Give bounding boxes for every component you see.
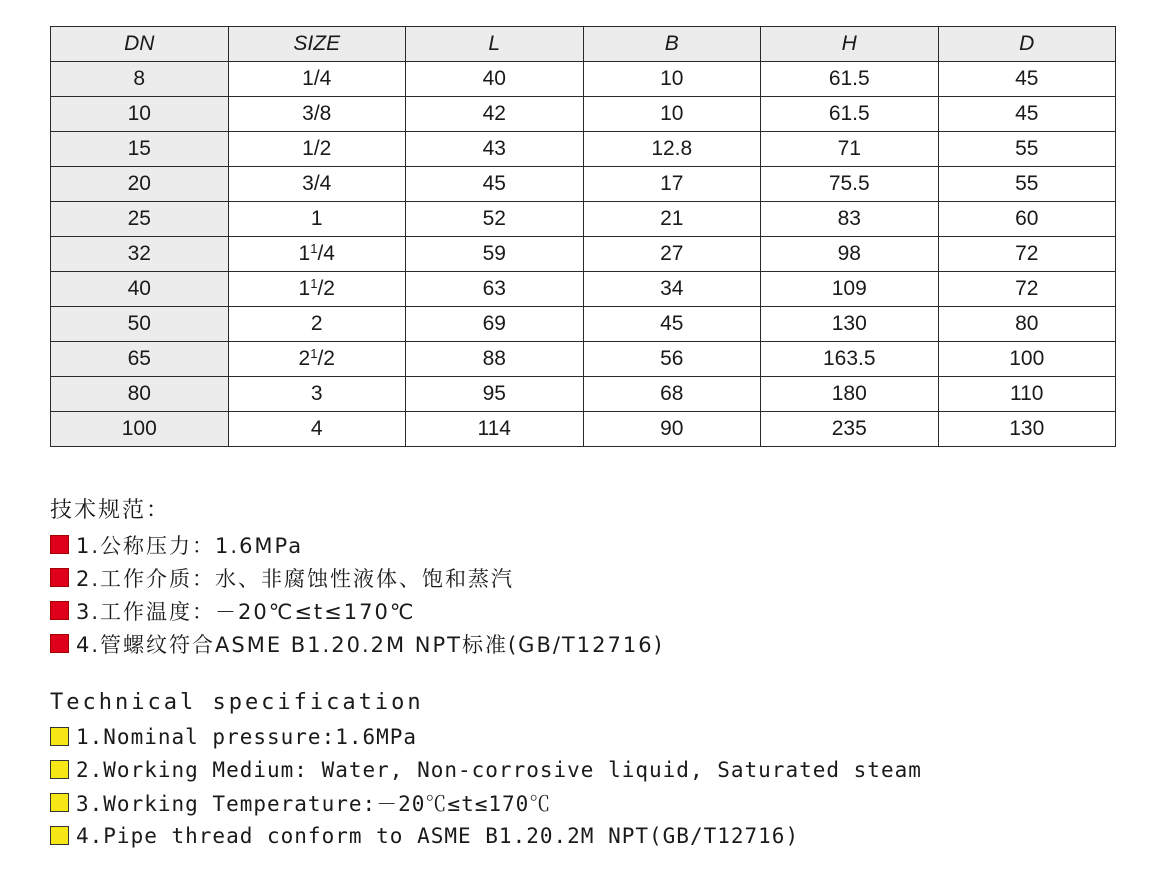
- column-header-b: B: [583, 27, 761, 62]
- table-cell-dn: 65: [51, 342, 229, 377]
- table-cell-l: 42: [406, 97, 584, 132]
- table-cell-b: 10: [583, 97, 761, 132]
- table-row: [51, 272, 1116, 307]
- table-cell-dn: 32: [51, 237, 229, 272]
- table-row: [51, 167, 1116, 202]
- spec-item: [50, 594, 664, 627]
- table-row: [51, 237, 1116, 272]
- table-cell-l: 63: [406, 272, 584, 307]
- spec-item-text: 4.Pipe thread conform to ASME B1.20.2M NPT(GB/T12716): [76, 823, 800, 848]
- size-fraction-rest: /2: [317, 347, 335, 370]
- table-cell-d: 55: [938, 132, 1116, 167]
- table-cell-d: 130: [938, 412, 1116, 447]
- table-cell-l: 52: [406, 202, 584, 237]
- size-whole: 1: [298, 277, 311, 300]
- size-whole: 2: [298, 347, 311, 370]
- table-cell-d: 100: [938, 342, 1116, 377]
- spec-heading-chinese: 技术规范：: [50, 498, 171, 523]
- spec-item: [50, 627, 664, 660]
- spec-item: [50, 819, 922, 852]
- size-fraction-rest: 2: [310, 312, 323, 335]
- spec-item: [50, 786, 922, 819]
- table-cell-size: [228, 132, 406, 167]
- table-cell-size: [228, 237, 406, 272]
- spec-item-text: 3.Working Temperature:－20℃≤t≤170℃: [76, 791, 552, 816]
- table-cell-b: 45: [583, 307, 761, 342]
- table-cell-d: 45: [938, 97, 1116, 132]
- yellow-square-bullet-icon: [50, 760, 69, 779]
- table-cell-h: 109: [761, 272, 939, 307]
- spec-item: [50, 528, 664, 561]
- spec-item: [50, 720, 922, 753]
- table-cell-b: 12.8: [583, 132, 761, 167]
- spec-item: [50, 561, 664, 594]
- table-cell-b: 90: [583, 412, 761, 447]
- red-square-bullet-icon: [50, 535, 69, 554]
- table-row: [51, 132, 1116, 167]
- size-whole: 1: [298, 242, 311, 265]
- table-cell-d: 110: [938, 377, 1116, 412]
- table-body: [51, 62, 1116, 447]
- spec-item-text: 1.公称压力：1.6MPa: [76, 533, 304, 558]
- red-square-bullet-icon: [50, 601, 69, 620]
- table-cell-h: 61.5: [761, 97, 939, 132]
- table-cell-dn: 40: [51, 272, 229, 307]
- spec-item-text: 3.工作温度：－20℃≤t≤170℃: [76, 599, 416, 624]
- table-cell-d: 45: [938, 62, 1116, 97]
- table-cell-dn: 100: [51, 412, 229, 447]
- table-cell-h: 163.5: [761, 342, 939, 377]
- table-cell-h: 235: [761, 412, 939, 447]
- column-header-size: SIZE: [228, 27, 406, 62]
- column-header-l: L: [406, 27, 584, 62]
- dimension-table: [50, 26, 1116, 447]
- table-cell-dn: 25: [51, 202, 229, 237]
- table-cell-size: [228, 412, 406, 447]
- table-row: [51, 62, 1116, 97]
- size-fraction-rest: 4: [310, 417, 323, 440]
- table-cell-b: 34: [583, 272, 761, 307]
- red-square-bullet-icon: [50, 568, 69, 587]
- size-fraction-rest: /2: [317, 277, 335, 300]
- table-cell-b: 17: [583, 167, 761, 202]
- table-cell-d: 60: [938, 202, 1116, 237]
- table-cell-size: [228, 62, 406, 97]
- table-row: [51, 97, 1116, 132]
- size-fraction-numerator: 1: [310, 346, 318, 361]
- table-cell-size: [228, 377, 406, 412]
- table-cell-l: 69: [406, 307, 584, 342]
- table-cell-dn: 8: [51, 62, 229, 97]
- table-cell-l: 40: [406, 62, 584, 97]
- spec-item-text: 4.管螺纹符合ASME B1.20.2M NPT标准(GB/T12716): [76, 632, 664, 657]
- spec-section-english: [50, 686, 922, 852]
- table-row: [51, 412, 1116, 447]
- table-header-row: [51, 27, 1116, 62]
- table-cell-size: [228, 167, 406, 202]
- table-cell-l: 88: [406, 342, 584, 377]
- table-cell-d: 55: [938, 167, 1116, 202]
- table-cell-h: 180: [761, 377, 939, 412]
- table-cell-h: 83: [761, 202, 939, 237]
- table-cell-size: [228, 272, 406, 307]
- table-cell-b: 27: [583, 237, 761, 272]
- table-cell-dn: 10: [51, 97, 229, 132]
- yellow-square-bullet-icon: [50, 793, 69, 812]
- spec-item-text: 2.工作介质：水、非腐蚀性液体、饱和蒸汽: [76, 566, 515, 591]
- size-fraction-numerator: 1: [310, 276, 318, 291]
- table-cell-size: [228, 202, 406, 237]
- table-cell-dn: 15: [51, 132, 229, 167]
- table-cell-l: 114: [406, 412, 584, 447]
- size-fraction-rest: 3/8: [302, 102, 332, 125]
- table-cell-dn: 80: [51, 377, 229, 412]
- table-row: [51, 342, 1116, 377]
- spec-item: [50, 753, 922, 786]
- table-row: [51, 202, 1116, 237]
- spec-section-chinese: [50, 494, 664, 660]
- size-fraction-numerator: 1: [310, 241, 318, 256]
- spec-item-text: 1.Nominal pressure:1.6MPa: [76, 724, 418, 749]
- table-cell-d: 72: [938, 272, 1116, 307]
- table-cell-dn: 50: [51, 307, 229, 342]
- table-cell-h: 61.5: [761, 62, 939, 97]
- column-header-dn: DN: [51, 27, 229, 62]
- column-header-d: D: [938, 27, 1116, 62]
- table-cell-h: 130: [761, 307, 939, 342]
- table-cell-l: 45: [406, 167, 584, 202]
- table-cell-h: 75.5: [761, 167, 939, 202]
- column-header-h: H: [761, 27, 939, 62]
- yellow-square-bullet-icon: [50, 826, 69, 845]
- table-cell-b: 21: [583, 202, 761, 237]
- table-cell-l: 95: [406, 377, 584, 412]
- size-fraction-rest: 1: [310, 207, 323, 230]
- red-square-bullet-icon: [50, 634, 69, 653]
- size-fraction-rest: /4: [317, 242, 335, 265]
- table-cell-size: [228, 342, 406, 377]
- size-fraction-rest: 1/4: [302, 67, 332, 90]
- spec-heading-english: Technical specification: [50, 690, 424, 715]
- table-cell-h: 98: [761, 237, 939, 272]
- table-row: [51, 377, 1116, 412]
- table-cell-b: 10: [583, 62, 761, 97]
- table-row: [51, 307, 1116, 342]
- table-cell-d: 80: [938, 307, 1116, 342]
- table-cell-dn: 20: [51, 167, 229, 202]
- table-cell-b: 68: [583, 377, 761, 412]
- table-cell-l: 59: [406, 237, 584, 272]
- size-fraction-rest: 3: [310, 382, 323, 405]
- table-cell-h: 71: [761, 132, 939, 167]
- yellow-square-bullet-icon: [50, 727, 69, 746]
- size-fraction-rest: 1/2: [302, 137, 332, 160]
- table-cell-b: 56: [583, 342, 761, 377]
- table-cell-size: [228, 307, 406, 342]
- table-cell-l: 43: [406, 132, 584, 167]
- table-cell-size: [228, 97, 406, 132]
- table-cell-d: 72: [938, 237, 1116, 272]
- spec-item-text: 2.Working Medium: Water, Non-corrosive liquid, Saturated steam: [76, 757, 922, 782]
- size-fraction-rest: 3/4: [302, 172, 332, 195]
